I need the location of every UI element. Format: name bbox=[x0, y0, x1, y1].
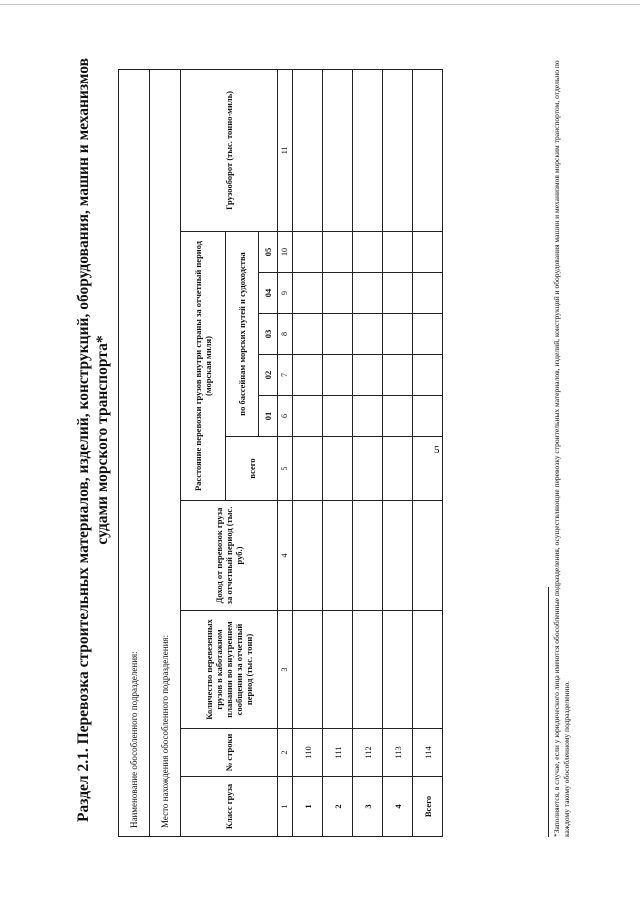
column-number: 3 bbox=[278, 611, 293, 729]
header-distance-total: всего bbox=[226, 437, 278, 501]
section-title-line-1: Раздел 2.1. Перевозка строительных материалов, изделий, конструкций, оборудования, машин и механизмов bbox=[75, 58, 92, 822]
table-row bbox=[383, 69, 413, 836]
input-cell[interactable] bbox=[353, 232, 383, 273]
row-line-number: 112 bbox=[353, 729, 383, 777]
input-cell[interactable] bbox=[353, 273, 383, 314]
header-distance: Расстояние перевозки грузов внутри страны за отчетный период (морская миля) bbox=[181, 232, 226, 501]
input-cell[interactable] bbox=[413, 396, 443, 437]
table-row-total bbox=[413, 69, 443, 836]
input-cell[interactable] bbox=[353, 355, 383, 396]
header-basin-04: 04 bbox=[259, 273, 278, 314]
input-cell[interactable] bbox=[323, 232, 353, 273]
unit-location-field[interactable]: Место нахождения обособленного подразделения: bbox=[150, 69, 181, 836]
table-row bbox=[353, 69, 383, 836]
input-cell[interactable] bbox=[323, 355, 353, 396]
input-cell[interactable] bbox=[293, 396, 323, 437]
input-cell[interactable] bbox=[413, 69, 443, 231]
input-cell[interactable] bbox=[323, 69, 353, 231]
column-number: 2 bbox=[278, 729, 293, 777]
input-cell[interactable] bbox=[323, 501, 353, 611]
input-cell[interactable] bbox=[383, 437, 413, 501]
input-cell[interactable] bbox=[383, 273, 413, 314]
input-cell[interactable] bbox=[413, 273, 443, 314]
column-number: 7 bbox=[278, 355, 293, 396]
input-cell[interactable] bbox=[353, 314, 383, 355]
rotated-form-sheet bbox=[40, 20, 640, 860]
column-number: 1 bbox=[278, 777, 293, 837]
table-row bbox=[293, 69, 323, 836]
input-cell[interactable] bbox=[293, 232, 323, 273]
input-cell[interactable] bbox=[413, 437, 443, 501]
header-quantity: Количество перевезенных грузов в каботажном плавании во внутреннем сообщении за отчетный период (тыс. тонн) bbox=[181, 611, 278, 729]
header-basin-05: 05 bbox=[259, 232, 278, 273]
column-number: 10 bbox=[278, 232, 293, 273]
input-cell[interactable] bbox=[383, 355, 413, 396]
input-cell[interactable] bbox=[323, 611, 353, 729]
cargo-transport-table bbox=[118, 69, 443, 837]
input-cell[interactable] bbox=[323, 437, 353, 501]
row-line-number: 114 bbox=[413, 729, 443, 777]
table-row bbox=[323, 69, 353, 836]
input-cell[interactable] bbox=[383, 232, 413, 273]
input-cell[interactable] bbox=[293, 273, 323, 314]
column-number: 4 bbox=[278, 501, 293, 611]
header-basin-01: 01 bbox=[259, 396, 278, 437]
input-cell[interactable] bbox=[353, 501, 383, 611]
input-cell[interactable] bbox=[293, 69, 323, 231]
header-basin-03: 03 bbox=[259, 314, 278, 355]
scan-edge-line bbox=[0, 4, 640, 5]
input-cell[interactable] bbox=[383, 396, 413, 437]
input-cell[interactable] bbox=[413, 611, 443, 729]
input-cell[interactable] bbox=[293, 611, 323, 729]
footnote: *Заполняется, в случае, если у юридического лица имеются обособленные подразделения, осуществляющие перевозку строительных материалов, изделий, конструкций и оборудования машин и механизмов морским транспортом, отдельно по каждому такому обособленному подразделению. bbox=[552, 60, 571, 837]
column-number: 8 bbox=[278, 314, 293, 355]
row-cargo-class: 3 bbox=[353, 777, 383, 837]
header-income: Доход от перевозок груза за отчетный период (тыс. руб.) bbox=[181, 501, 278, 611]
header-cargo-class: Класс груза bbox=[181, 777, 278, 837]
input-cell[interactable] bbox=[293, 437, 323, 501]
input-cell[interactable] bbox=[323, 273, 353, 314]
input-cell[interactable] bbox=[293, 501, 323, 611]
column-number: 6 bbox=[278, 396, 293, 437]
input-cell[interactable] bbox=[293, 355, 323, 396]
column-number: 9 bbox=[278, 273, 293, 314]
header-by-basin: по бассейнам морских путей и судоходства bbox=[226, 232, 259, 437]
row-cargo-class: 4 bbox=[383, 777, 413, 837]
header-basin-02: 02 bbox=[259, 355, 278, 396]
input-cell[interactable] bbox=[413, 314, 443, 355]
row-cargo-class: 2 bbox=[323, 777, 353, 837]
unit-name-field[interactable]: Наименование обособленного подразделения: bbox=[119, 69, 150, 836]
section-title bbox=[74, 20, 112, 860]
row-cargo-class: 1 bbox=[293, 777, 323, 837]
row-line-number: 111 bbox=[323, 729, 353, 777]
row-line-number: 110 bbox=[293, 729, 323, 777]
input-cell[interactable] bbox=[353, 437, 383, 501]
input-cell[interactable] bbox=[293, 314, 323, 355]
input-cell[interactable] bbox=[383, 501, 413, 611]
section-title-line-2: судами морского транспорта* bbox=[94, 335, 111, 545]
footnote-divider bbox=[548, 587, 549, 837]
input-cell[interactable] bbox=[353, 69, 383, 231]
input-cell[interactable] bbox=[413, 232, 443, 273]
header-line-number: № строки bbox=[181, 729, 278, 777]
row-line-number: 113 bbox=[383, 729, 413, 777]
input-cell[interactable] bbox=[413, 501, 443, 611]
input-cell[interactable] bbox=[383, 69, 413, 231]
input-cell[interactable] bbox=[323, 314, 353, 355]
input-cell[interactable] bbox=[353, 611, 383, 729]
input-cell[interactable] bbox=[353, 396, 383, 437]
input-cell[interactable] bbox=[323, 396, 353, 437]
column-number: 11 bbox=[278, 69, 293, 231]
input-cell[interactable] bbox=[383, 611, 413, 729]
input-cell[interactable] bbox=[413, 355, 443, 396]
input-cell[interactable] bbox=[383, 314, 413, 355]
row-cargo-class-total: Всего bbox=[413, 777, 443, 837]
header-turnover: Грузооборот (тыс. тонно-миль) bbox=[181, 69, 278, 231]
column-number: 5 bbox=[278, 437, 293, 501]
page-number: 5 bbox=[434, 444, 440, 456]
